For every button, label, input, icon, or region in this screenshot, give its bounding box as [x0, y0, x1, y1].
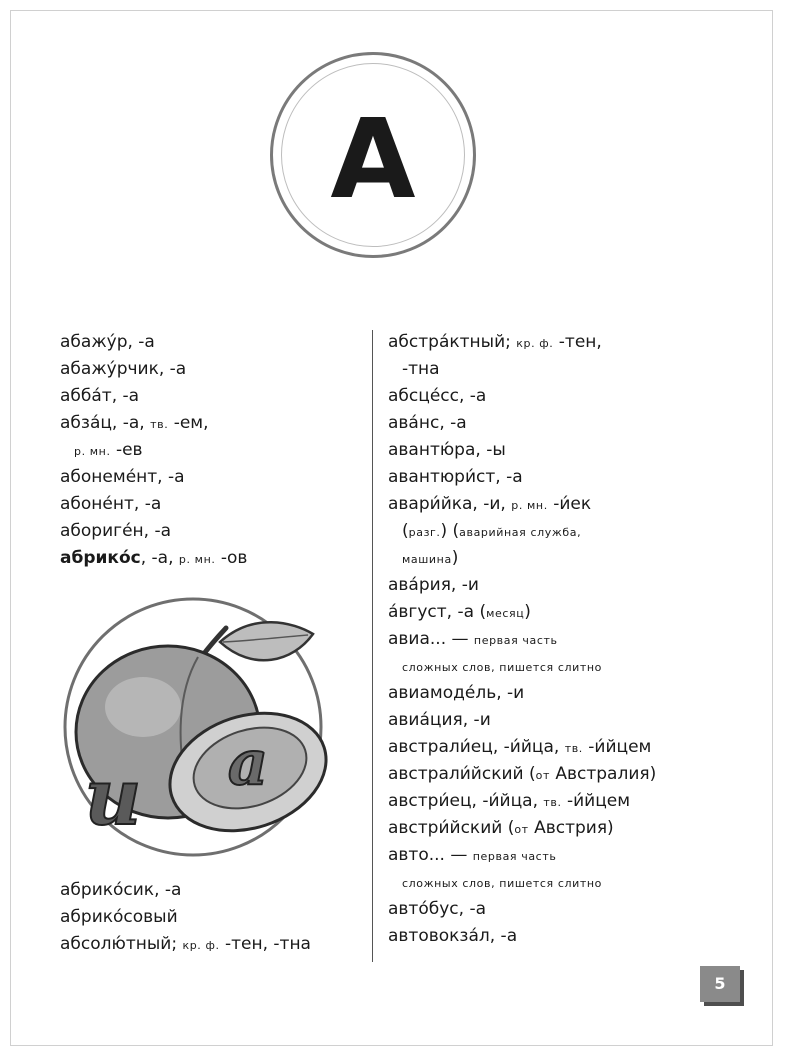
entry-text: -ем, [168, 413, 209, 433]
dictionary-entry-line [388, 761, 758, 788]
dictionary-entry-line [388, 383, 758, 410]
dictionary-entry-line [60, 491, 360, 518]
left-column [60, 329, 360, 572]
grammar-note: сложных слов, пишется слитно [402, 661, 602, 674]
entry-text: авиамоде́ль, -и [388, 683, 525, 703]
entry-text: ава́нс, -а [388, 413, 467, 433]
right-column [388, 329, 758, 950]
entry-text: абоне́нт, -а [60, 494, 162, 514]
dictionary-entry-line [388, 842, 758, 869]
entry-text: -тен, [553, 332, 602, 352]
dictionary-entry-line [388, 437, 758, 464]
grammar-note: тв. [543, 796, 562, 809]
entry-text: авто... — [388, 845, 473, 865]
dictionary-entry-line [388, 572, 758, 599]
grammar-note: от [514, 823, 529, 836]
entry-text: абстра́ктный; [388, 332, 517, 352]
dictionary-entry-line [388, 815, 758, 842]
grammar-note: первая часть [472, 850, 557, 863]
dictionary-entry-line [388, 356, 758, 383]
grammar-note: разг. [408, 526, 441, 539]
grammar-note: р. мн. [178, 553, 216, 566]
grammar-note: р. мн. [74, 445, 111, 458]
dictionary-entry-line [388, 491, 758, 518]
entry-text: авиа... — [388, 629, 474, 649]
entry-text: авантюри́ст, -а [388, 467, 523, 487]
dictionary-entry-line [60, 931, 360, 958]
grammar-note: первая часть [473, 634, 558, 647]
entry-text: абажу́р, -а [60, 332, 155, 352]
entry-text: ) [451, 548, 459, 568]
dictionary-entry-line [388, 518, 758, 545]
entry-text: абориге́н, -а [60, 521, 172, 541]
grammar-note: кр. ф. [182, 939, 220, 952]
entry-text: австрали́ец, -и́йца, [388, 737, 565, 757]
grammar-note: месяц [486, 607, 525, 620]
dictionary-entry-line [60, 518, 360, 545]
page-number: 5 [700, 966, 740, 1002]
dictionary-entry-line [388, 734, 758, 761]
dictionary-entry-line [388, 410, 758, 437]
dictionary-entry-line [388, 869, 758, 896]
dictionary-entry-line [60, 437, 360, 464]
entry-text: -тен, -тна [219, 934, 311, 954]
letter-glyph [273, 55, 473, 255]
entry-text: абонеме́нт, -а [60, 467, 185, 487]
grammar-note: р. мн. [511, 499, 548, 512]
apricot-illustration [58, 592, 328, 862]
entry-text: , -а, [140, 548, 179, 568]
headword-highlight: абрико́с [60, 548, 141, 568]
entry-text: абрико́совый [60, 907, 178, 927]
illustration-letter-i: и [84, 752, 142, 843]
dictionary-entry-line [60, 877, 360, 904]
illustration-letter-a: а [227, 726, 269, 799]
dictionary-entry-line [60, 545, 360, 572]
entry-text: -ов [215, 548, 248, 568]
grammar-note: тв. [150, 418, 169, 431]
entry-text: австри́ец, -и́йца, [388, 791, 544, 811]
entry-text: абба́т, -а [60, 386, 140, 406]
entry-text: Австрия) [528, 818, 614, 838]
entry-text: -ев [110, 440, 143, 460]
entry-text: ава́рия, -и [388, 575, 479, 595]
entry-text: -и́йцем [582, 737, 652, 757]
column-divider [372, 330, 373, 962]
entry-text: абажу́рчик, -а [60, 359, 187, 379]
dictionary-entry-line [388, 923, 758, 950]
dictionary-entry-line [388, 329, 758, 356]
entry-text: ( [402, 521, 409, 541]
dictionary-entry-line [388, 545, 758, 572]
dictionary-entry-line [60, 356, 360, 383]
entry-text: автовокза́л, -а [388, 926, 518, 946]
dictionary-entry-line [60, 464, 360, 491]
grammar-note: аварийная служба, [459, 526, 582, 539]
letter-badge [270, 52, 476, 258]
entry-text: ) ( [440, 521, 460, 541]
entry-text: абсце́сс, -а [388, 386, 487, 406]
entry-text: австри́йский ( [388, 818, 515, 838]
entry-text: абрико́сик, -а [60, 880, 182, 900]
entry-text: а́вгуст, -а ( [388, 602, 487, 622]
dictionary-entry-line [388, 680, 758, 707]
entry-text: -и́ек [547, 494, 592, 514]
dictionary-entry-line [60, 329, 360, 356]
entry-text: -и́йцем [561, 791, 631, 811]
entry-text: авто́бус, -а [388, 899, 486, 919]
dictionary-entry-line [60, 410, 360, 437]
entry-text: авиа́ция, -и [388, 710, 491, 730]
grammar-note: сложных слов, пишется слитно [402, 877, 602, 890]
dictionary-entry-line [388, 707, 758, 734]
entry-text: авари́йка, -и, [388, 494, 512, 514]
dictionary-entry-line [388, 464, 758, 491]
entry-text: Австралия) [549, 764, 657, 784]
dictionary-entry-line [388, 896, 758, 923]
grammar-note: машина [402, 553, 452, 566]
left-column-bottom [60, 877, 360, 958]
dictionary-entry-line [388, 788, 758, 815]
entry-text: австрали́йский ( [388, 764, 536, 784]
entry-text: -тна [402, 359, 440, 379]
entry-text: авантю́ра, -ы [388, 440, 506, 460]
dictionary-entry-line [60, 904, 360, 931]
entry-text: абсолю́тный; [60, 934, 183, 954]
dictionary-entry-line [388, 653, 758, 680]
section-letter: А [330, 95, 416, 223]
entry-text: ) [524, 602, 531, 622]
entry-text: абза́ц, -а, [60, 413, 151, 433]
dictionary-entry-line [388, 599, 758, 626]
dictionary-entry-line [388, 626, 758, 653]
grammar-note: кр. ф. [516, 337, 554, 350]
grammar-note: от [535, 769, 550, 782]
grammar-note: тв. [564, 742, 583, 755]
dictionary-entry-line [60, 383, 360, 410]
